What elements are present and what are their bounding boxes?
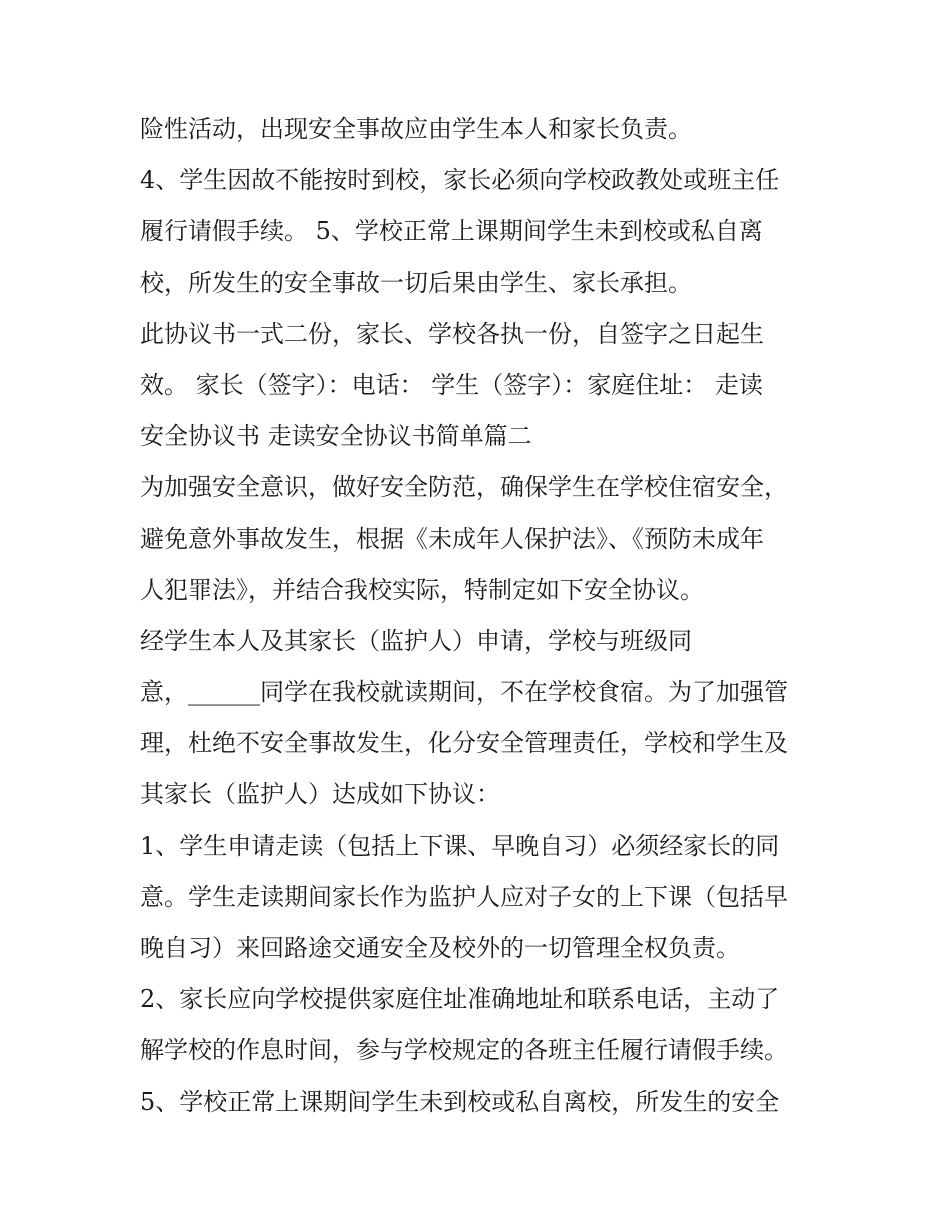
text-line: 安全协议书 走读安全协议书简单篇二 xyxy=(140,422,532,451)
text-line: 校，所发生的安全事故一切后果由学生、家长承担。 xyxy=(140,268,692,297)
text-line: 人犯罪法》，并结合我校实际，特制定如下安全协议。 xyxy=(140,575,704,604)
text-line: 效。 家长（签字）：电话： 学生（签字）：家庭住址： 走读 xyxy=(140,370,763,399)
document-body xyxy=(140,104,820,1128)
text-line: 4、学生因故不能按时到校，家长必须向学校政教处或班主任 xyxy=(140,166,780,195)
text-line: 履行请假手续。 5、学校正常上课期间学生未到校或私自离 xyxy=(140,217,763,246)
text-line: 5、学校正常上课期间学生未到校或私自离校，所发生的安全 xyxy=(140,1087,780,1116)
text-line: 经学生本人及其家长（监护人）申请，学校与班级同 xyxy=(140,626,692,655)
text-line: 意，______同学在我校就读期间，不在学校食宿。为了加强管 xyxy=(140,678,788,707)
text-line: 避免意外事故发生，根据《未成年人保护法》、《预防未成年 xyxy=(140,524,764,553)
text-line: 1、学生申请走读（包括上下课、早晚自习）必须经家长的同 xyxy=(140,831,780,860)
text-line: 晚自习）来回路途交通安全及校外的一切管理全权负责。 xyxy=(140,934,740,962)
text-line: 2、家长应向学校提供家庭住址准确地址和联系电话，主动了 xyxy=(140,985,780,1014)
text-line: 理，杜绝不安全事故发生，化分安全管理责任，学校和学生及 xyxy=(140,729,788,758)
text-line: 解学校的作息时间，参与学校规定的各班主任履行请假手续。 xyxy=(140,1036,788,1065)
text-line: 为加强安全意识，做好安全防范，确保学生在学校住宿安全， xyxy=(140,473,788,502)
text-line: 意。学生走读期间家长作为监护人应对子女的上下课（包括早 xyxy=(140,882,788,911)
text-line: 险性活动，出现安全事故应由学生本人和家长负责。 xyxy=(140,115,692,143)
text-line: 此协议书一式二份，家长、学校各执一份，自签字之日起生 xyxy=(140,319,764,348)
text-line: 其家长（监护人）达成如下协议： xyxy=(140,780,500,809)
